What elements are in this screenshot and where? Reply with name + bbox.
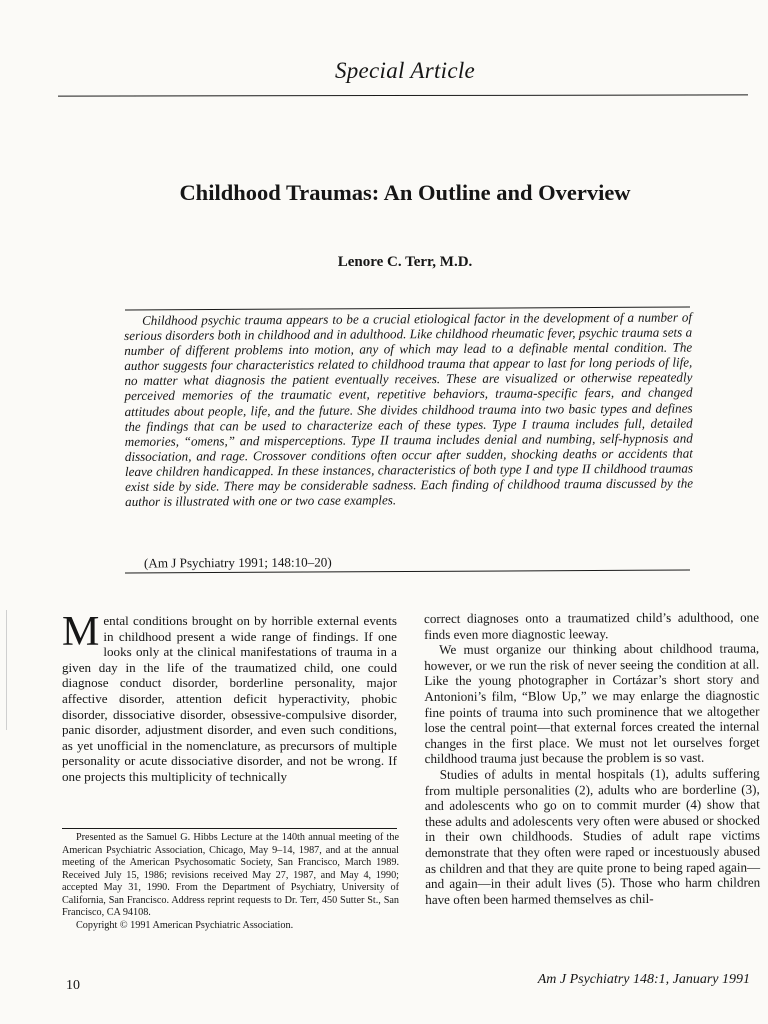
footnote-text: Presented as the Samuel G. Hibbs Lecture at the 140th annual meeting of the American Psychiatric Association, Chicago, May 9–14, 1987, and at the annual meeting of the American Psychosomatic Society, San Francisco, March 1989. Received July 15, 1986; revisions received May 27, 1987, and May 4, 1990; accepted May 31, 1990. From the Department of Psychiatry, University of California, San Francisco. Address reprint requests to Dr. Terr, 450 Sutter St., San Francisco, CA 94108. xyxy=(62,832,399,918)
running-footer: Am J Psychiatry 148:1, January 1991 xyxy=(537,972,750,987)
header-rule xyxy=(58,94,748,96)
article-title: Childhood Traumas: An Outline and Overview xyxy=(179,180,631,205)
footnote xyxy=(62,832,399,932)
body-right-column xyxy=(424,610,760,908)
body-paragraph: correct diagnoses onto a traumatized child’s adulthood, one finds even more diagnostic leeway. xyxy=(424,609,760,642)
section-label: Special Article xyxy=(334,58,476,83)
copyright-line: Copyright © 1991 American Psychiatric Association. xyxy=(76,919,294,931)
body-paragraph: ental conditions brought on by horrible external events in childhood present a wide range of findings. If one looks only at the clinical manifestations of trauma in a given day in the life of the traumatized child, one could diagnose conduct disorder, borderline personality, major affective disorder, attention deficit hyperactivity, phobic disorder, dissociative disorder, obsessive-compulsive disorder, panic disorder, adjustment disorder, and even such conditions, as yet unofficial in the nomenclature, as precursors of multiple personality or acute dissociative disorder, and not be wrong. If one projects this multiplicity of technically xyxy=(62,613,397,784)
abstract: Childhood psychic trauma appears to be a crucial etiological factor in the development of a number of serious disorders both in childhood and in adulthood. Like childhood rheumatic fever, psychic trauma sets a number of different problems into motion, any of which may lead to a definable mental condition. The author suggests four characteristics related to childhood trauma that appear to last for long periods of life, no matter what diagnosis the patient eventually receives. These are visualized or otherwise repeatedly perceived memories of the traumatic event, repetitive behaviors, trauma-specific fears, and changed attitudes about people, life, and the future. She divides childhood trauma into two basic types and defines the findings that can be used to characterize each of these types. Type I trauma includes full, detailed memories, “omens,” and misperceptions. Type II trauma includes denial and numbing, self-hypnosis and dissociation, and rage. Crossover conditions often occur after sudden, shocking deaths or accidents that leave children handicapped. In these instances, characteristics of both type I and type II childhood traumas exist side by side. There may be considerable sadness. Each finding of childhood trauma discussed by the author is illustrated with one or two case examples. xyxy=(124,309,694,510)
body-paragraph: Studies of adults in mental hospitals (1), adults suffering from multiple personalities (2), adults who are borderline (3), and adolescents who go on to commit murder (4) show that these adults and adolescents very often were abused or shocked in their own childhoods. Studies of adult rape victims demonstrate that they often were raped or incestuously abused as children and that they are quite prone to being raped again—and again—in their adult lives (5). Those who harm children have often been harmed themselves as chil- xyxy=(424,765,761,907)
body-left-column xyxy=(62,609,397,785)
drop-cap: M xyxy=(62,609,100,655)
body-paragraph: We must organize our thinking about childhood trauma, however, or we run the risk of never seeing the condition at all. Like the young photographer in Cortázar’s short story and Antonioni’s film, “Blow Up,” we may enlarge the diagnostic fine points of trauma into such prominence that we altogether lose the central point—that external forces created the internal changes in the first place. We must not let ourselves forget childhood trauma just because the problem is so vast. xyxy=(424,640,760,767)
article-author: Lenore C. Terr, M.D. xyxy=(337,254,473,270)
scan-edge-mark xyxy=(6,610,7,730)
abstract-citation: (Am J Psychiatry 1991; 148:10–20) xyxy=(143,554,332,571)
page-number: 10 xyxy=(66,978,80,993)
footnote-rule xyxy=(62,828,397,829)
